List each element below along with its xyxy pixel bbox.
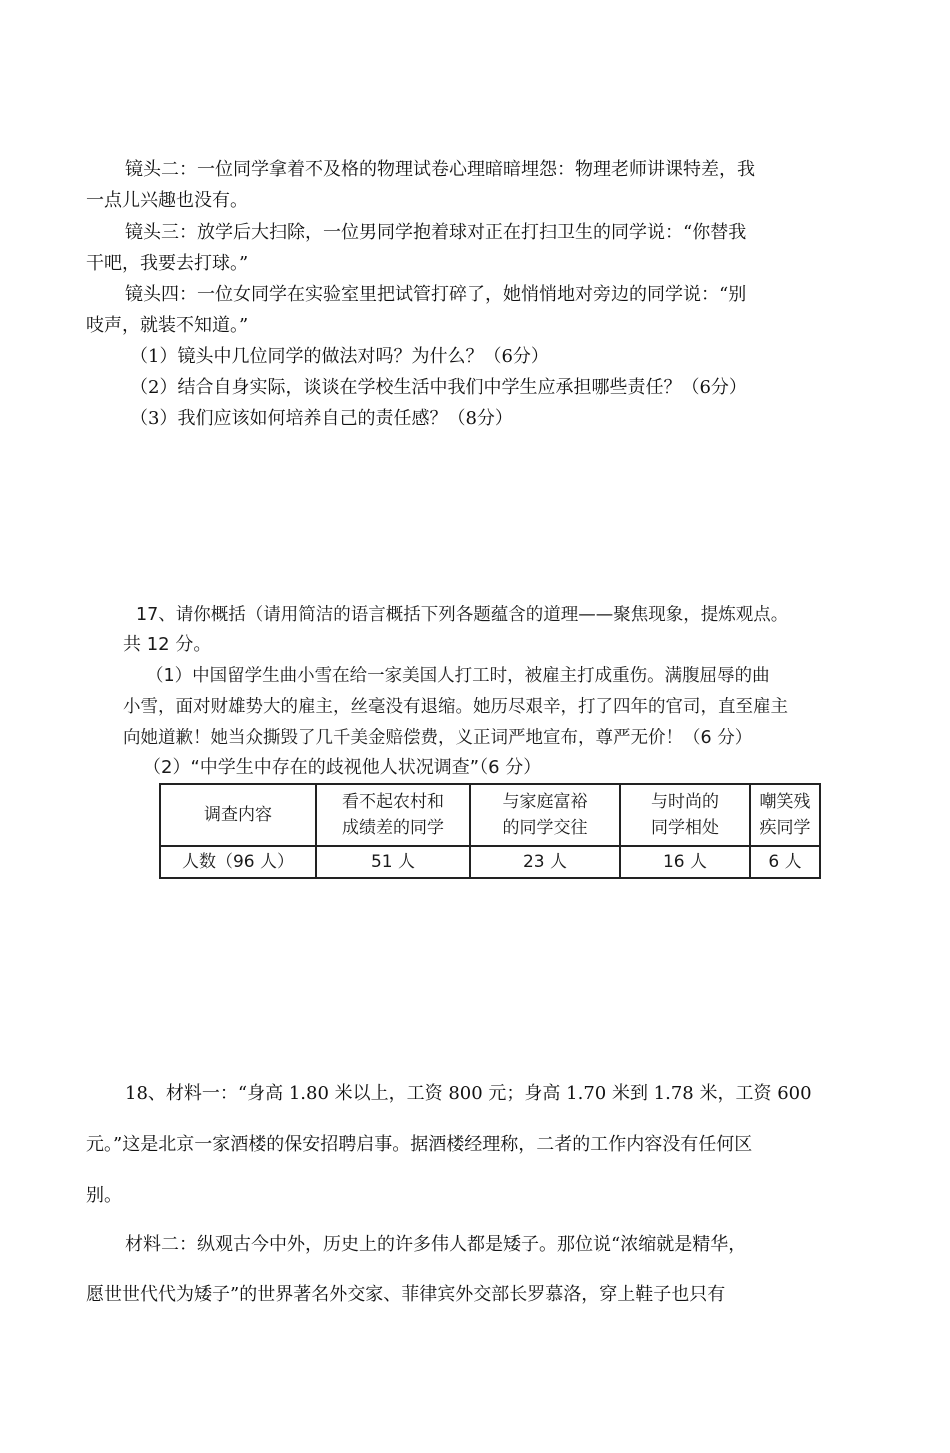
question-2: （2）结合自身实际，谈谈在学校生活中我们中学生应承担哪些责任？（6分） (130, 377, 747, 398)
q18-material2-line1: 材料二：纵观古今中外，历史上的许多伟人都是矮子。那位说“浓缩就是精华， (125, 1234, 747, 1255)
shot4-text-cont: 吱声，就装不知道。” (86, 315, 249, 336)
q17-part1-line2: 小雪，面对财雄势大的雇主，丝毫没有退缩。她历尽艰辛，打了四年的官司，直至雇主 (123, 697, 788, 717)
row-cell-wealthy: 23 人 (470, 846, 620, 878)
q17-part1-line3: 向她道歉！她当众撕毁了几千美金赔偿费，义正词严地宣布，尊严无价！（6 分） (123, 728, 753, 748)
table-header-row (160, 784, 820, 846)
table-row (160, 846, 820, 878)
shot2-text-cont: 一点儿兴趣也没有。 (86, 190, 248, 211)
q18-material2-line2: 愿世世代代为矮子”的世界著名外交家、菲律宾外交部长罗慕洛，穿上鞋子也只有 (86, 1284, 726, 1305)
shot3-text-cont: 干吧，我要去打球。” (86, 253, 249, 274)
header-cell-wealthy: 与家庭富裕 的同学交往 (470, 784, 620, 846)
row-cell-fashion: 16 人 (620, 846, 750, 878)
q17-title: 17、请你概括（请用简洁的语言概括下列各题蕴含的道理——聚焦现象，提炼观点。 (136, 605, 789, 625)
q18-material1-line1: 18、材料一：“身高 1.80 米以上，工资 800 元；身高 1.70 米到 1.78 米，工资 600 (125, 1083, 812, 1104)
row-cell-rural: 51 人 (316, 846, 470, 878)
survey-table (159, 783, 821, 879)
question-1: （1）镜头中几位同学的做法对吗？为什么？（6分） (130, 346, 549, 367)
row-cell-disabled: 6 人 (750, 846, 820, 878)
shot3-text: 镜头三：放学后大扫除，一位男同学抱着球对正在打扫卫生的同学说：“你替我 (125, 222, 747, 243)
question-3: （3）我们应该如何培养自己的责任感？（8分） (130, 408, 513, 429)
q18-material1-line3: 别。 (86, 1185, 122, 1206)
q17-part2-title: （2）“中学生中存在的歧视他人状况调查”（6 分） (143, 757, 542, 778)
q18-material1-line2: 元。”这是北京一家酒楼的保安招聘启事。据酒楼经理称，二者的工作内容没有任何区 (86, 1134, 753, 1155)
header-cell-rural: 看不起农村和 成绩差的同学 (316, 784, 470, 846)
shot2-text: 镜头二：一位同学拿着不及格的物理试卷心理暗暗埋怨：物理老师讲课特差，我 (125, 159, 755, 180)
q17-title-cont: 共 12 分。 (123, 634, 212, 655)
q17-part1-line1: （1）中国留学生曲小雪在给一家美国人打工时，被雇主打成重伤。满腹屈辱的曲 (146, 666, 770, 686)
header-cell-survey-content: 调查内容 (160, 784, 316, 846)
row-cell-label: 人数（96 人） (160, 846, 316, 878)
shot4-text: 镜头四：一位女同学在实验室里把试管打碎了，她悄悄地对旁边的同学说：“别 (125, 284, 747, 305)
header-cell-fashion: 与时尚的 同学相处 (620, 784, 750, 846)
header-cell-disabled: 嘲笑残 疾同学 (750, 784, 820, 846)
